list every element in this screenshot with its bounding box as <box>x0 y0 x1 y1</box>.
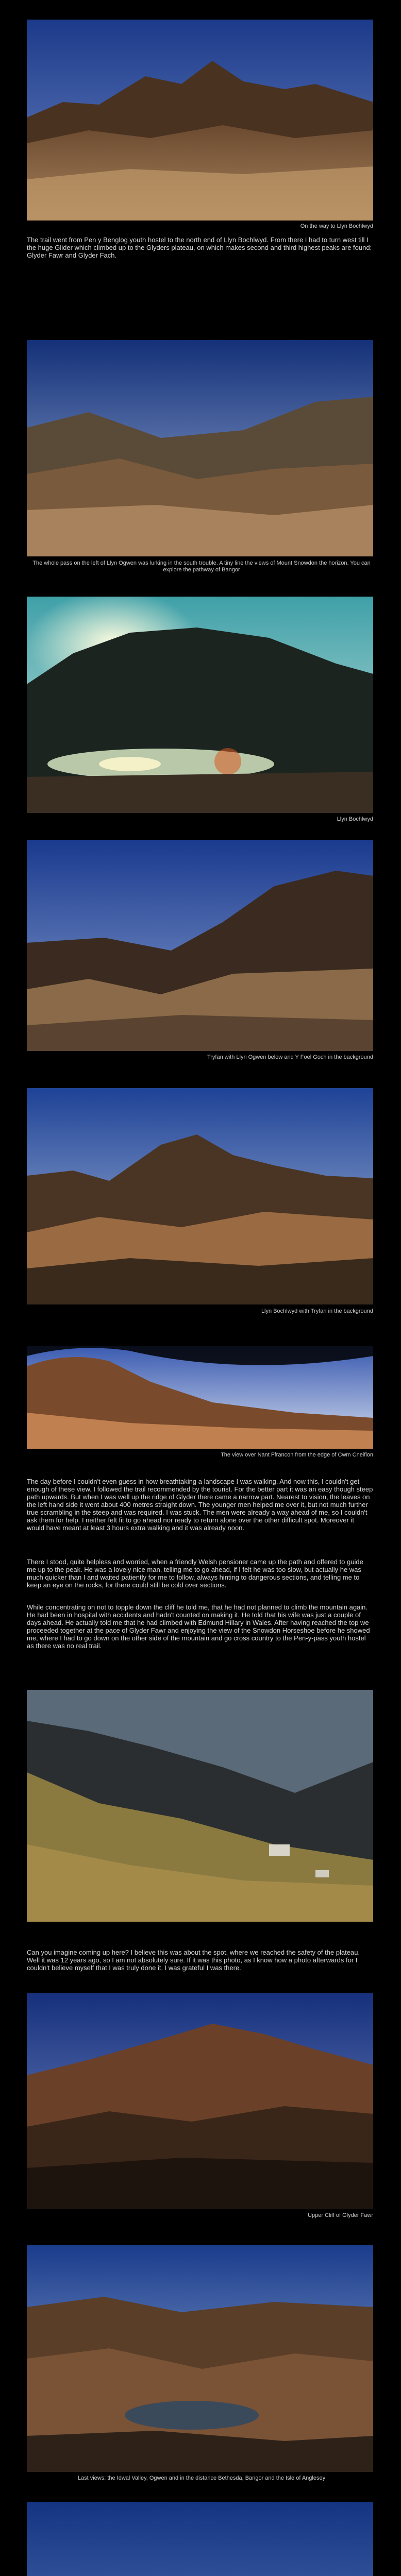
photo-tryfan-llyn-ogwen <box>27 840 373 1051</box>
photo-caption: Llyn Bochlwyd <box>337 816 373 822</box>
photo-caption: Tryfan with Llyn Ogwen below and Y Foel Goch in the background <box>207 1054 373 1060</box>
photo-glyder-plateau <box>27 1690 373 1922</box>
intro-paragraph: The trail went from Pen y Benglog youth hostel to the north end of Llyn Bochlwyd. From there I had to turn west till I the huge Glider which climbed up to the Glyders plateau, on which makes second and third highest peaks are found: Glyder Fawr and Glyder Fach. <box>27 236 372 259</box>
photo-caption: The whole pass on the left of Llyn Ogwen was lurking in the south trouble. A tiny line the views of Mount Snowdon the horizon. You can explore the pathway of Bangor <box>32 560 371 573</box>
story-paragraph-1: The day before I couldn't even guess in how breathtaking a landscape I was walking. And now this, I couldn't get enough of these view. I followed the trail recommended by the tourist. For the better part it was an easy though steep path upwards. But when I was well up the ridge of Glyder there came a narrow part. Nearest to vision, the leaves on the left hand side it went about 400 metres straight down. The younger men helped me over it, but not much further true scrambling in the steep and was required. I was stuck. The men were already a way ahead of me, so I couldn't ask them for help. I neither felt fit to go ahead nor ready to return alone over the other difficult spot. Moreover it would have meant at least 3 hours extra walking and it was already noon. <box>27 1478 373 1532</box>
photo-caption: Last views: the Idwal Valley, Ogwen and in the distance Bethesda, Bangor and the Isle of Anglesey <box>77 2475 326 2481</box>
photo-caption: Llyn Bochlwyd with Tryfan in the background <box>261 1308 373 1314</box>
story-paragraph-2: There I stood, quite helpless and worried, when a friendly Welsh pensioner came up the path and offered to guide me up to the peak. He was a lovely nice man, telling me to go ahead, if I felt he was too slow, but actually he was much quicker than I and waited patiently for me to follow, always hinting to dangerous sections, and telling me to keep an eye on the rocks, for there could still be cold over sections. <box>27 1558 363 1589</box>
photo-llyn-bochlwyd <box>27 597 373 813</box>
photo-llyn-bochlwyd-approach <box>27 20 373 221</box>
photo-llyn-bochlwyd-tryfan <box>27 1088 373 1304</box>
story-paragraph-3: While concentrating on not to topple down the cliff he told me, that he had not planned to climb the mountain again. He had been in hospital with accidents and hadn't counted on making it. He told that his wife was just a couple of days ahead. He actually told me that he had climbed with Edmund Hillary in Wales. After having reached the top we proceeded together at the pace of Glyder Fawr and enjoying the view of the Snowdon Horseshoe before he showed me, where I had to go down on the other side of the mountain and go cross country to the Pen-y-pass youth hostel as there was no real trail. <box>27 1603 370 1650</box>
photo-caption: The view over Nant Ffrancon from the edge of Cwm Cneifion <box>221 1452 373 1458</box>
photo-glyder-fawr-cliff <box>27 1993 373 2209</box>
photo-caption: Upper Cliff of Glyder Fawr <box>308 2212 373 2218</box>
photo-llyn-ogwen-pass <box>27 340 373 556</box>
after-paragraph: Can you imagine coming up here? I believe this was about the spot, where we reached the safety of the plateau. Well it was 12 years ago, so I am not absolutely sure. If it was this photo, as I know how a photo afterwards for I couldn't believe myself that I was truly done it. I was grateful I was there. <box>27 1948 360 1972</box>
photo-glyder-fawr-area <box>27 2502 373 2576</box>
photo-caption: On the way to Llyn Bochlwyd <box>300 223 373 229</box>
photo-idwal-valley <box>27 2245 373 2472</box>
photo-nant-ffrancon-view <box>27 1346 373 1449</box>
